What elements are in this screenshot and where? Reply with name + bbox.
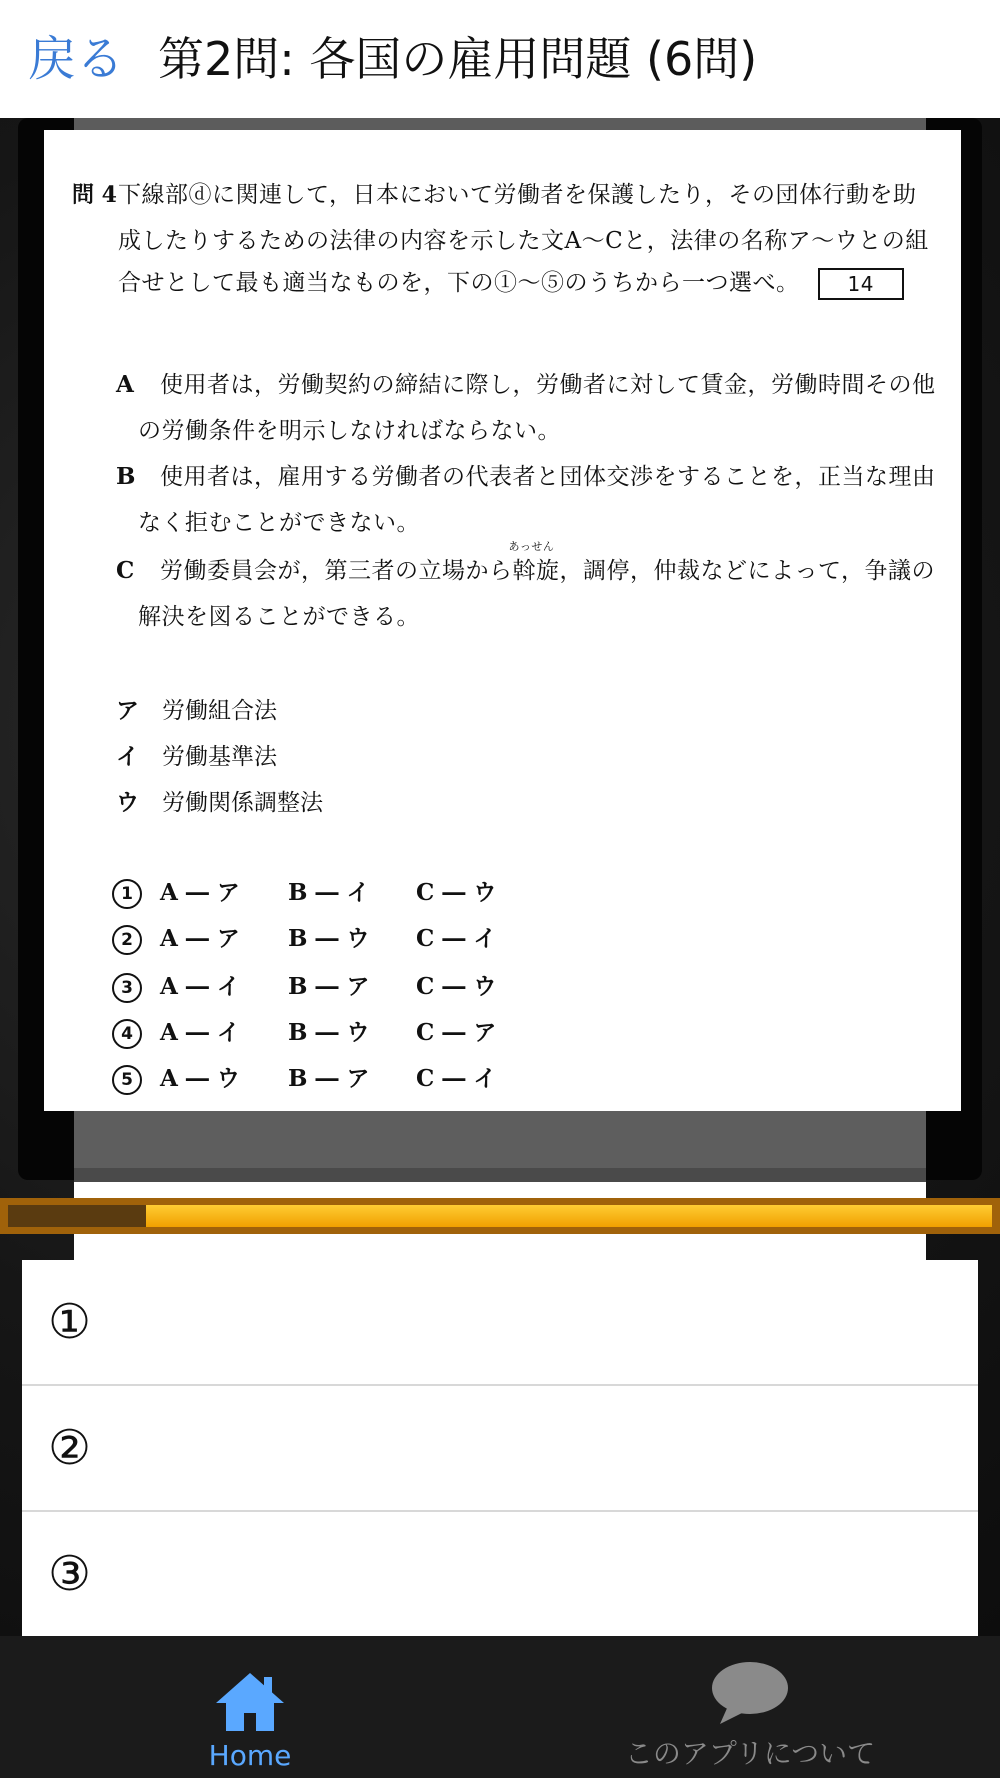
pair-a: A ― ア [160,925,240,952]
choice-number: 2 [112,925,142,955]
pair-a: A ― ア [160,879,240,906]
statement-label: C [116,557,135,584]
choice-row [112,1060,544,1095]
choice-number: 4 [112,1019,142,1049]
pair-a: A ― ウ [160,1065,240,1092]
question-text-line [118,264,904,300]
choice-number: 5 [112,1065,142,1095]
law-name: 労働基準法 [162,744,277,770]
law-kana: ウ [116,789,139,816]
content-strip-lower [74,1234,926,1260]
statement-text: 使用者は，雇用する労働者の代表者と団体交渉をすることを，正当な理由 [160,464,936,490]
question-number: 問 4 [72,182,117,208]
statement-c [116,540,936,585]
pair-a: A ― イ [160,973,240,1000]
law-kana: ア [116,697,139,724]
choice-row [112,920,544,955]
statement-text: 使用者は，労働契約の締結に際し，労働者に対して賃金，労働時間その他 [160,372,936,398]
answer-option-1[interactable] [22,1260,978,1386]
statement-b-cont: なく拒むことができない。 [138,510,420,536]
option-label: ① [48,1294,92,1350]
choice-row [112,874,544,909]
top-header [0,0,1000,118]
nav-home-label: Home [208,1739,292,1772]
question-text-line-3: 合せとして最も適当なものを，下の①～⑤のうちから一つ選べ。 [118,270,800,296]
law-name: 労働関係調整法 [162,790,323,816]
pair-c: C ― イ [416,1065,497,1092]
law-item [116,692,277,725]
statement-a-cont: の労働条件を明示しなければならない。 [138,418,561,444]
page-title: 第2問: 各国の雇用問題 (6問) [158,32,758,86]
answer-number-box: 14 [818,268,904,300]
answer-options [22,1260,978,1636]
choice-number: 3 [112,973,142,1003]
content-strip [74,1182,926,1198]
question-image [44,130,961,1111]
pair-b: B ― ウ [288,1019,370,1046]
answer-option-2[interactable] [22,1386,978,1512]
law-item [116,738,277,771]
option-label: ② [48,1420,92,1476]
nav-about-label: このアプリについて [624,1737,876,1770]
ruby-base: 斡旋 [512,558,560,584]
pair-c: C ― イ [416,925,497,952]
frame-border-top [74,118,926,130]
pair-b: B ― ア [288,1065,370,1092]
question-text-line: 下線部ⓓに関連して，日本において労働者を保護したり，その団体行動を助 [118,182,917,208]
chat-bubble-icon [710,1660,790,1726]
pair-c: C ― ウ [416,973,497,1000]
statement-c-cont: 解決を図ることができる。 [138,604,420,630]
statement-label: A [116,371,135,398]
law-kana: イ [116,743,139,770]
pair-c: C ― ア [416,1019,497,1046]
statement-a [116,366,936,399]
law-item [116,784,323,817]
nav-home[interactable] [0,1636,500,1778]
pair-a: A ― イ [160,1019,240,1046]
choice-row [112,968,544,1003]
answer-option-3[interactable] [22,1512,978,1636]
pair-b: B ― ウ [288,925,370,952]
statement-text: ，調停，仲裁などによって，争議の [559,558,936,584]
progress-track [8,1205,992,1227]
back-link[interactable]: 戻る [28,31,125,87]
choice-number: 1 [112,879,142,909]
progress-bar [0,1198,1000,1234]
law-name: 労働組合法 [162,698,277,724]
progress-fill [146,1205,992,1227]
bottom-navigation [0,1636,1000,1778]
choice-row [112,1014,544,1049]
pair-c: C ― ウ [416,879,497,906]
frame-shadow [74,1168,926,1182]
ruby-reading: あっせん [508,540,555,553]
pair-b: B ― イ [288,879,370,906]
question-text-line: 成したりするための法律の内容を示した文A～Cと，法律の名称ア～ウとの組 [118,228,929,254]
nav-about[interactable] [500,1636,1000,1778]
ruby-word [508,540,560,585]
home-icon [214,1671,286,1733]
option-label: ③ [48,1546,92,1602]
statement-b [116,458,936,491]
pair-b: B ― ア [288,973,370,1000]
statement-text: 労働委員会が，第三者の立場から [160,558,513,584]
statement-label: B [116,463,136,490]
